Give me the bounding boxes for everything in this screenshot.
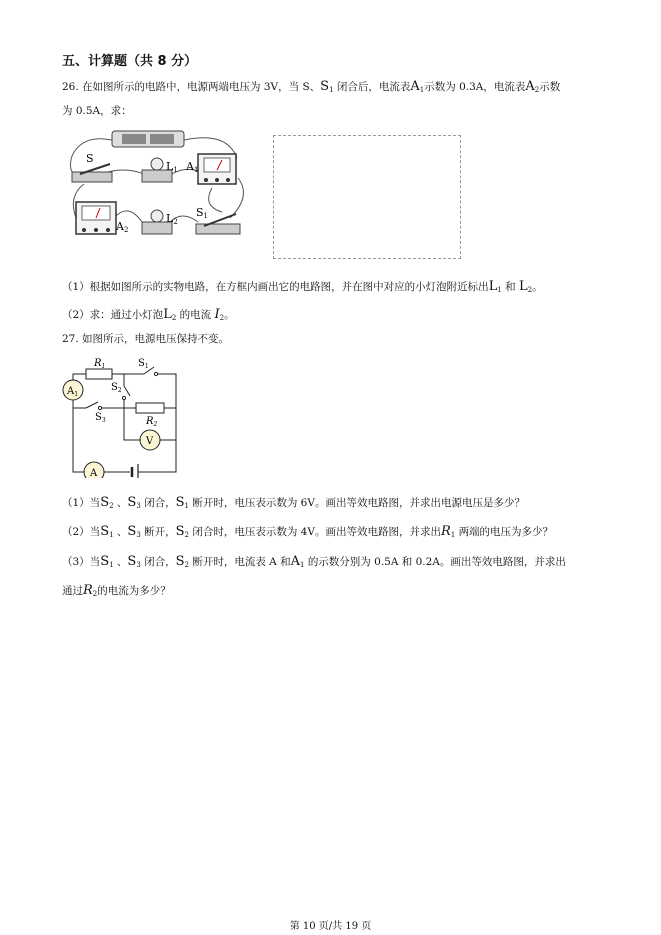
q26-physical-circuit-figure [62, 126, 262, 252]
q26-line1: 26. 在如图所示的电路中，电源两端电压为 3V，当 S、$S_1$ 闭合后，电流表$A_1$示数为 0.3A，电流表$A_2$示数 [62, 79, 561, 94]
resistor-r2 [136, 403, 164, 413]
q27-sub3-line2: 通过$R_2$的电流为多少？ [62, 583, 171, 598]
fig26-label-s: S [86, 152, 94, 165]
q27-line1: 27. 如图所示，电源电压保持不变。 [62, 333, 230, 345]
fig26-label-a2: A2 [116, 220, 129, 234]
ammeter-a1-icon [198, 154, 236, 184]
fig26-label-l1: L1 [166, 160, 178, 174]
page-footer: 第 10 页/共 19 页 [289, 921, 372, 932]
switch-s-icon [72, 164, 112, 182]
resistor-r1 [86, 369, 112, 379]
fig27-label-s1: $S_1$ [138, 358, 149, 370]
section-title: 五、计算题（共 8 分） [62, 54, 198, 69]
q27-circuit-schematic [58, 352, 188, 478]
fig27-label-s2: $S_2$ [111, 382, 122, 394]
fig27-label-r1: $R_1$ [94, 358, 106, 370]
fig27-label-r2: $R_2$ [146, 416, 158, 428]
fig26-label-a1: A1 [186, 160, 199, 174]
fig27-label-a1: $A_1$ [67, 386, 79, 398]
fig26-label-l2: L2 [166, 212, 178, 226]
q26-line2: 为 0.5A，求： [62, 105, 132, 117]
fig27-label-a: A [90, 468, 98, 478]
ammeter-a2-icon [76, 202, 116, 234]
q27-sub2: （2）当$S_1$ 、$S_3$ 断开，$S_2$ 闭合时，电压表示数为 4V。画出等效电路图，并求出$R_1$ 两端的电压为多少？ [62, 524, 554, 539]
q27-sub1: （1）当$S_2$ 、$S_3$ 闭合，$S_1$ 断开时，电压表示数为 6V。画出等效电路图，并求出电源电压是多少？ [62, 495, 525, 510]
fig27-label-s3: $S_3$ [95, 412, 106, 424]
q26-sub1: （1）根据如图所示的实物电路，在方框内画出它的电路图，并在图中对应的小灯泡附近标出$L_1$ 和 $L_2$。 [62, 279, 543, 294]
answer-box[interactable] [273, 135, 461, 259]
q27-sub3: （3）当$S_1$ 、$S_3$ 闭合，$S_2$ 断开时，电流表 A 和$A_1$ 的示数分别为 0.5A 和 0.2A。画出等效电路图，并求出 [62, 554, 566, 569]
fig27-label-v: V [146, 436, 154, 447]
battery-box-icon [112, 131, 184, 147]
fig26-label-s1: S1 [196, 206, 209, 220]
q26-sub2: （2）求：通过小灯泡$L_2$ 的电流 $I_2$。 [62, 307, 235, 322]
